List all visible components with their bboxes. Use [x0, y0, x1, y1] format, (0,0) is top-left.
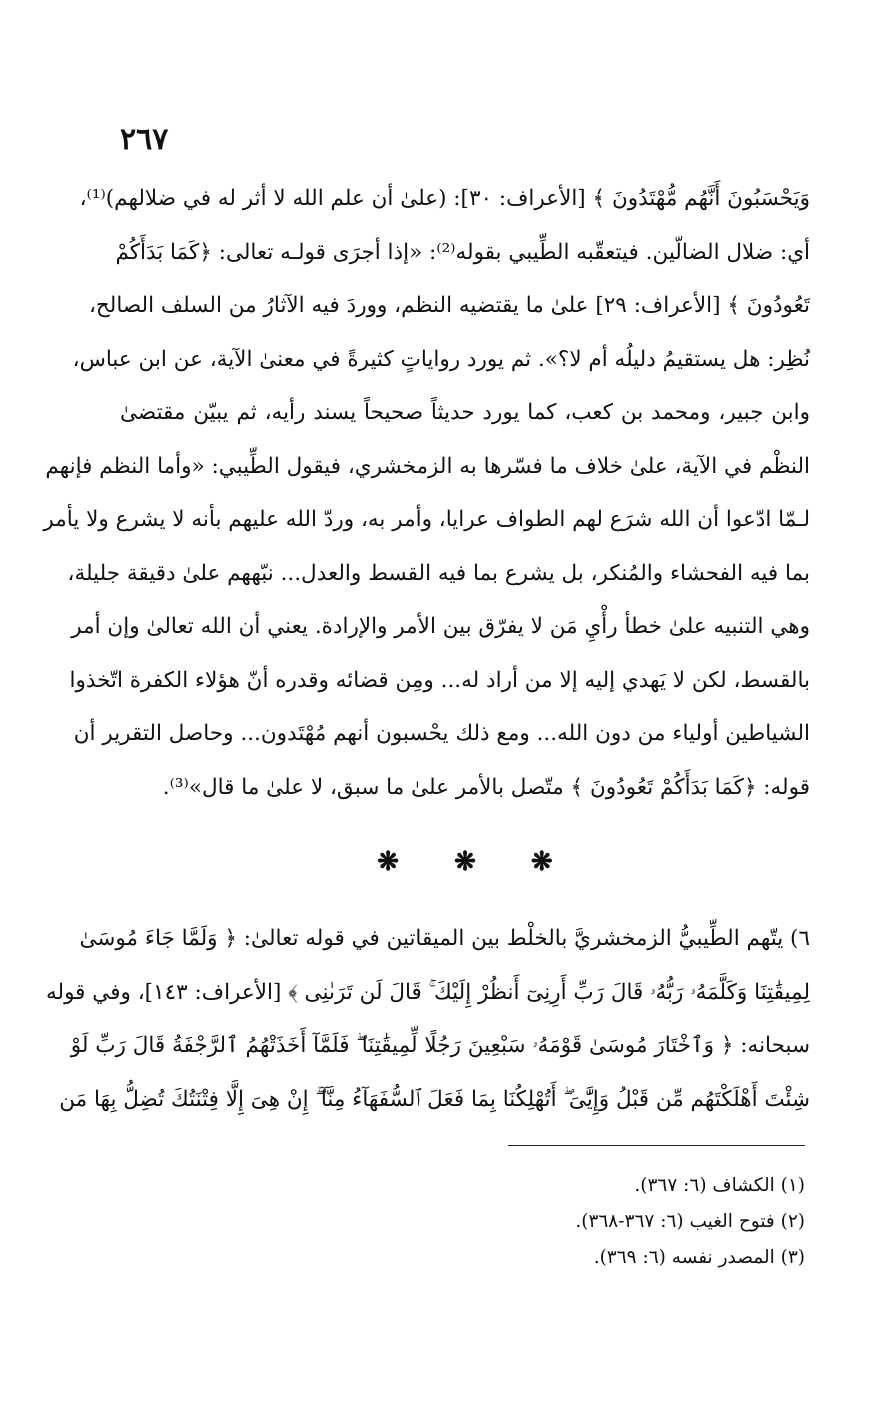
text-line: سبحانه: ﴿ وَٱخْتَارَ مُوسَىٰ قَوْمَهُۥ سَبْعِينَ رَجُلًا لِّمِيقَٰتِنَا ۖ فَلَمَّآ أَخَذَتْهُمُ ٱلرَّجْفَةُ قَالَ رَبِّ لَوْ — [70, 1033, 810, 1058]
text-line: شِئْتَ أَهْلَكْتَهُم مِّن قَبْلُ وَإِيَّٰىَ ۖ أَتُهْلِكُنَا بِمَا فَعَلَ ٱلسُّفَهَآءُ مِنَّآ ۖ إِنْ هِىَ إِلَّا فِتْنَتُكَ تُضِلُّ بِهَا مَن — [59, 1086, 810, 1112]
text-line: وَيَحْسَبُونَ أَنَّهُم مُّهْتَدُونَ ﴾ [الأعراف: ٣٠]: (علىٰ أن علم الله لا أثر له في ضلالهم)⁽¹⁾، — [79, 186, 810, 211]
text-line: النظْم في الآية، علىٰ خلاف ما فسّرها به الزمخشري، فيقول الطِّيبي: «وأما النظم فإنهم — [45, 453, 810, 479]
section-separator — [120, 838, 810, 886]
text-line: وهي التنبيه علىٰ خطأ رأْيِ مَن لا يفرّق بين الأمر والإرادة. يعني أن الله تعالىٰ وإن أمر — [71, 614, 810, 639]
text-line: قوله: ﴿كَمَا بَدَأَكُمْ تَعُودُونَ ﴾ متّصل بالأمر علىٰ ما سبق، لا علىٰ ما قال»⁽³⁾. — [162, 774, 810, 800]
text-line: نُظِر: هل يستقيمُ دليلُه أم لا؟». ثم يورد رواياتٍ كثيرةً في معنىٰ الآية، عن ابن عباس، — [72, 346, 810, 372]
footnote: (٢) فتوح الغيب (٦: ٣٦٧-٣٦٨). — [575, 1211, 805, 1232]
text-line: لِمِيقَٰتِنَا وَكَلَّمَهُۥ رَبُّهُۥ قَالَ رَبِّ أَرِنِىٓ أَنظُرْ إِلَيْكَ ۚ قَالَ لَن تَرَىٰنِى ﴾ [الأعراف: ١٤٣]، وفي قوله — [46, 979, 810, 1005]
text-line: لـمّا ادّعوا أن الله شرَع لهم الطواف عرايا، وأمر به، وردّ الله عليهم بأنه لا يشرع ولا يأمر — [43, 507, 810, 532]
asterism-mark: ❋ — [454, 847, 476, 877]
asterism-mark: ❋ — [530, 847, 553, 877]
text-line: ٦) يتّهم الطِّيبيُّ الزمخشريَّ بالخلْط بين الميقاتين في قوله تعالىٰ: ﴿ وَلَمَّا جَاءَ مُوسَىٰ — [79, 926, 810, 951]
asterism-mark: ❋ — [377, 847, 400, 877]
footnotes — [115, 1168, 805, 1276]
text-line: بالقسط، لكن لا يَهدي إليه إلا من أراد له... ومِن قضائه وقدره أنّ هؤلاء الكفرة اتّخذوا — [69, 667, 810, 693]
text-line: بما فيه الفحشاء والمُنكر، بل يشرع بما فيه القسط والعدل... نبّههم علىٰ دقيقة جليلة، — [67, 560, 810, 586]
text-line: وابن جبير، ومحمد بن كعب، كما يورد حديثاً صحيحاً يسند رأيه، ثم يبيّن مقتضىٰ — [120, 400, 810, 425]
footnote: (١) الكشاف (٦: ٣٦٧). — [634, 1175, 805, 1196]
paragraph-2 — [46, 912, 810, 1126]
footnote: (٣) المصدر نفسه (٦: ٣٦٩). — [593, 1247, 805, 1268]
paragraph-1 — [43, 172, 810, 814]
text-line: الشياطين أولياء من دون الله... ومع ذلك يحْسبون أنهم مُهْتَدون... وحاصل التقرير أن — [73, 721, 810, 746]
page-number: ٢٦٧ — [120, 122, 169, 157]
text-line: تَعُودُونَ ﴾ [الأعراف: ٢٩] علىٰ ما يقتضيه النظم، ووردَ فيه الآثارُ من السلف الصالح، — [88, 293, 810, 318]
text-line: أي: ضلال الضالّين. فيتعقّبه الطِّيبي بقوله⁽²⁾: «إذا أجرَى قولـه تعالى: ﴿كَمَا بَدَأَكُمْ — [115, 239, 810, 265]
footnote-divider — [508, 1145, 805, 1146]
